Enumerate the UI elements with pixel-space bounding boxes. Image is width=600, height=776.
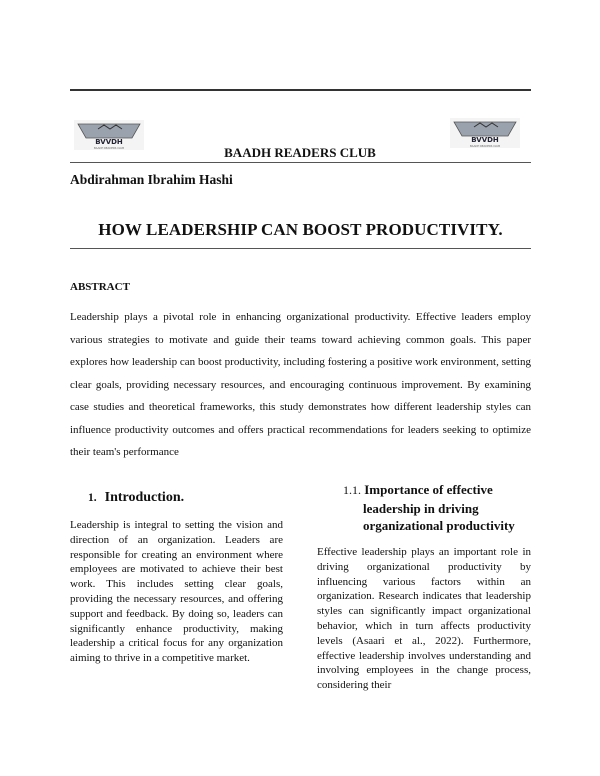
paper-title: HOW LEADERSHIP CAN BOOST PRODUCTIVITY.	[98, 220, 503, 239]
subsection-title-line1: Importance of effective	[364, 482, 493, 497]
abstract-body: Leadership plays a pivotal role in enhancing organizational productivity. Effective leaders employ various strategies to motivate and guide their teams toward achieving common goals. This paper explores how leadership can boost productivity, including fostering a positive work environment, setting clear goals, providing necessary resources, and encouraging continuous improvement. By examining case studies and theoretical frameworks, this study demonstrates how different leadership styles can influence productivity outcomes and offers practical recommendations for leaders seeking to optimize their team's performance	[70, 311, 531, 458]
club-name: BAADH READERS CLUB	[224, 145, 376, 160]
importance-body: Effective leadership plays an important role in driving organizational productivity by influencing various factors within an organization. Research indicates that leadership styles can significantly impact organizational behavior, which in turn affects productivity levels (Asaari et al., 2022). Furthermore, effective leadership involves understanding and involving employees in the change process, considering their	[317, 546, 531, 692]
logo-caption: BAADH READERS CLUB	[469, 145, 501, 148]
header-top-rule	[70, 89, 531, 91]
subsection-number: 1.1.	[343, 483, 361, 497]
header-bottom-rule	[70, 162, 531, 163]
section-title: Introduction.	[104, 490, 185, 505]
abstract-heading: ABSTRACT	[70, 281, 130, 293]
logo-text: BVVDH	[95, 138, 123, 146]
logo-text: BVVDH	[471, 136, 499, 144]
title-rule	[70, 248, 531, 249]
section-heading-introduction	[88, 490, 184, 506]
section-heading-importance	[343, 481, 533, 535]
club-logo-right	[450, 118, 520, 148]
section-number: 1.	[88, 492, 97, 504]
introduction-body: Leadership is integral to setting the vision and direction of an organization. Leaders are responsible for creating an environment where employees are motivated to achieve their best work. This includes setting clear goals, providing the necessary resources, and offering support and feedback. By doing so, leaders can significantly enhance productivity, making leadership a critical focus for any organization aiming to thrive in a competitive market.	[70, 519, 283, 665]
author-name: Abdirahman Ibrahim Hashi	[70, 172, 233, 187]
subsection-title-rest: leadership in driving organizational productivity	[363, 500, 515, 533]
logo-caption: BAADH READERS CLUB	[93, 147, 125, 150]
